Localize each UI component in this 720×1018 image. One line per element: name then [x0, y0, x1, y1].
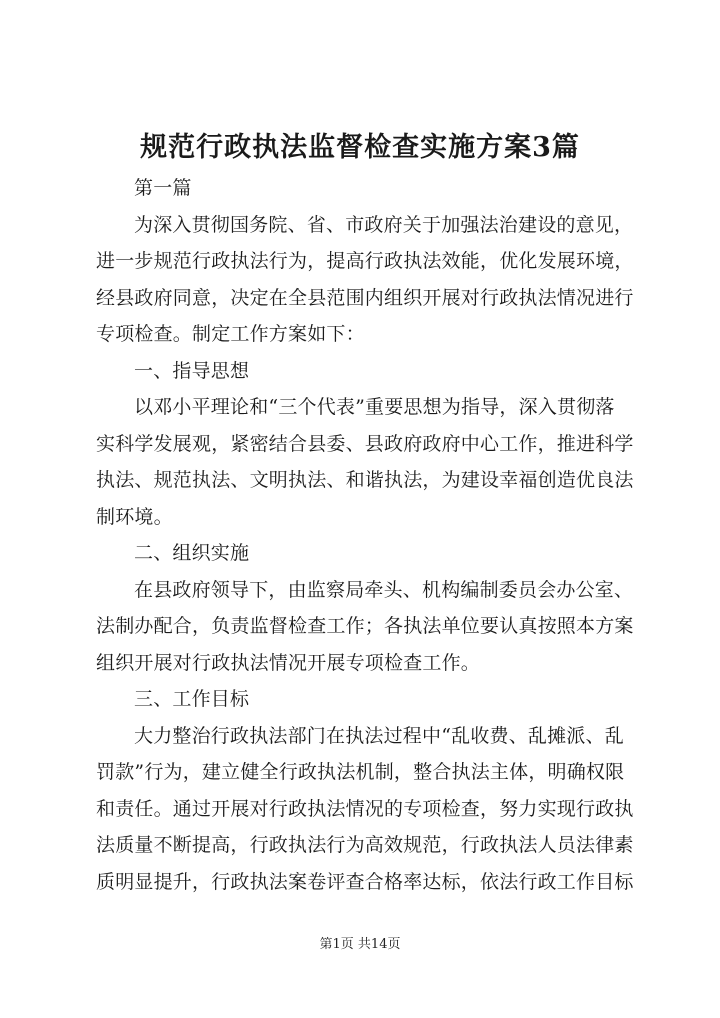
document-body	[96, 170, 644, 900]
body-line: 大力整治行政执法部门在执法过程中“乱收费、乱摊派、乱	[134, 724, 624, 747]
body-line: 以邓小平理论和“三个代表”重要思想为指导，深入贯彻落	[134, 396, 615, 418]
body-line: 法制办配合，负责监督检查工作；各执法单位要认真按照本方案	[96, 615, 634, 637]
body-line: 罚款”行为，建立健全行政执法机制，整合执法主体，明确权限	[96, 761, 625, 783]
body-line: 执法、规范执法、文明执法、和谐执法，为建设幸福创造优良法	[96, 469, 634, 491]
body-line: 经县政府同意，决定在全县范围内组织开展对行政执法情况进行	[96, 286, 634, 309]
body-line: 实科学发展观，紧密结合县委、县政府政府中心工作，推进科学	[96, 432, 634, 455]
body-line: 制环境。	[96, 505, 173, 528]
body-line: 组织开展对行政执法情况开展专项检查工作。	[96, 651, 481, 674]
section-heading: 一、指导思想	[134, 359, 250, 382]
document-title: 规范行政执法监督检查实施方案3篇	[140, 132, 580, 163]
section-heading: 第一篇	[134, 177, 192, 199]
body-line: 为深入贯彻国务院、省、市政府关于加强法治建设的意见，	[134, 213, 634, 236]
body-line: 进一步规范行政执法行为，提高行政执法效能，优化发展环境，	[96, 250, 634, 272]
section-heading: 二、组织实施	[134, 542, 250, 564]
body-line: 法质量不断提高，行政执法行为高效规范，行政执法人员法律素	[96, 834, 634, 856]
section-heading: 三、工作目标	[134, 688, 250, 710]
body-line: 和责任。通过开展对行政执法情况的专项检查，努力实现行政执	[96, 797, 634, 820]
body-line: 质明显提升，行政执法案卷评查合格率达标，依法行政工作目标	[96, 870, 634, 893]
body-line: 专项检查。制定工作方案如下：	[96, 323, 365, 345]
page-footer: 第1页 共14页	[319, 937, 401, 952]
body-line: 在县政府领导下，由监察局牵头、机构编制委员会办公室、	[134, 578, 634, 601]
